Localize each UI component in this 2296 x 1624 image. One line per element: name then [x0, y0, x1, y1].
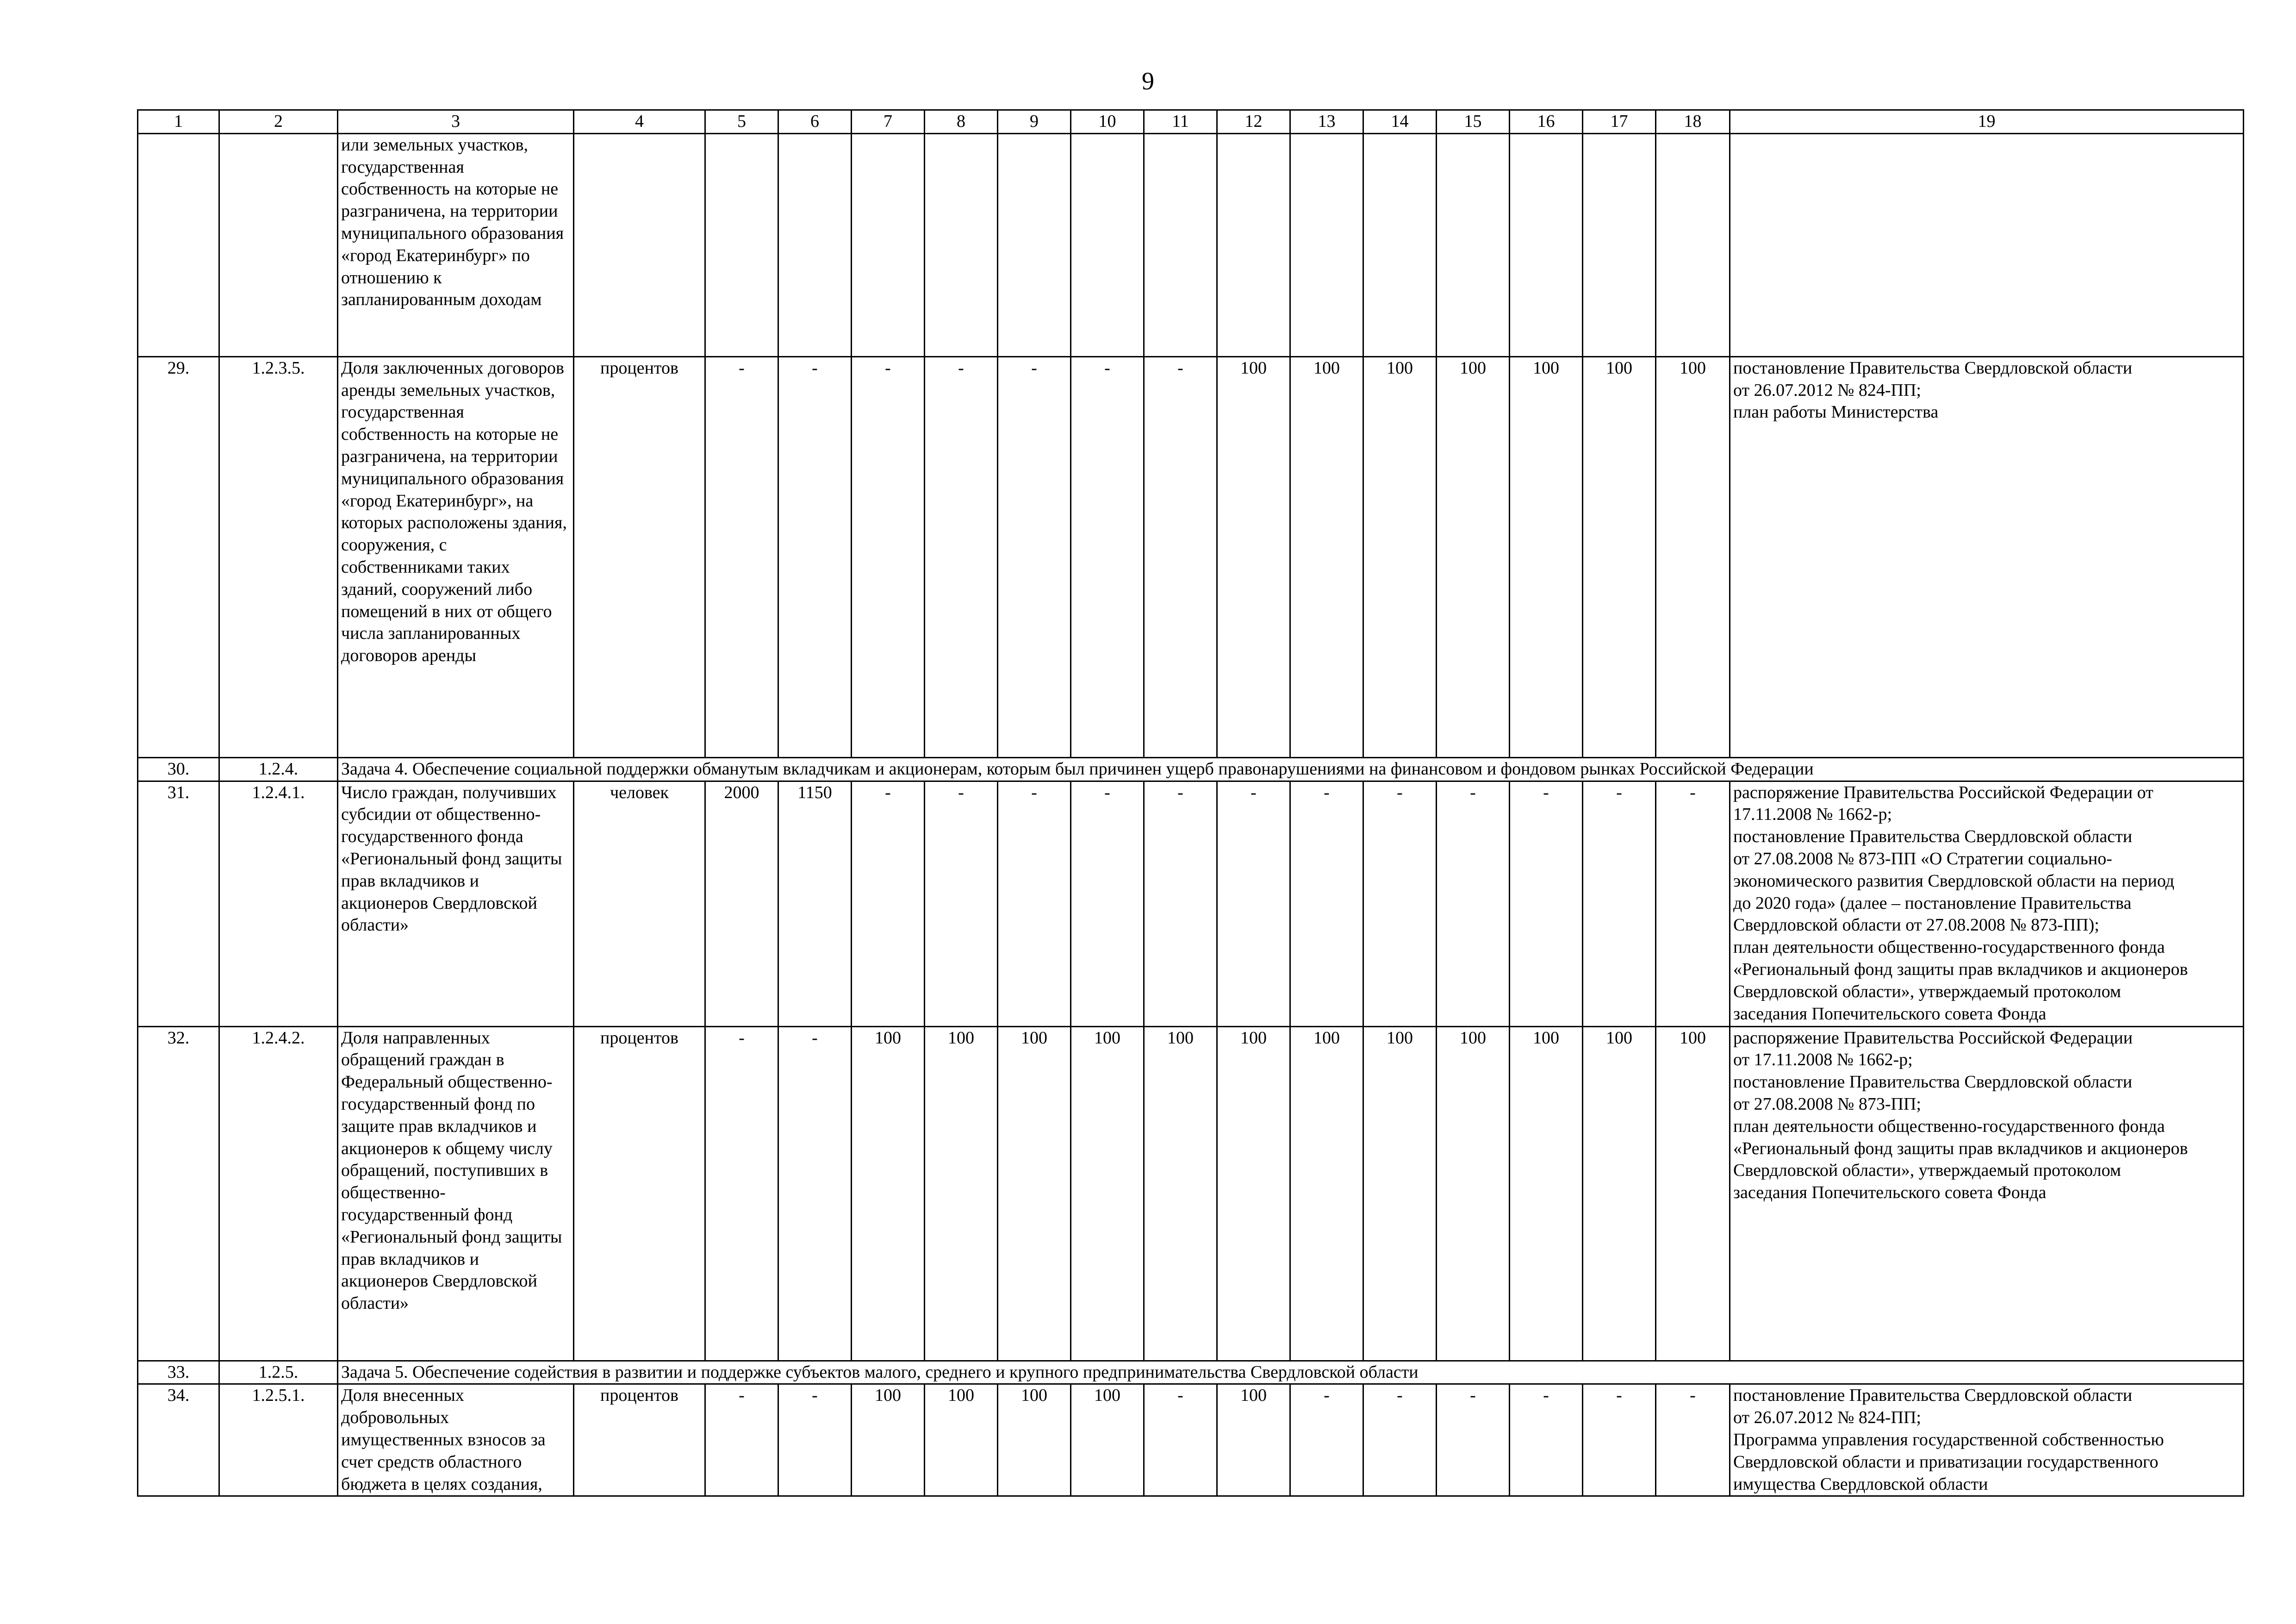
column-header: 1 — [138, 110, 219, 134]
value-cell: 100 — [1217, 1026, 1290, 1361]
row-code: 1.2.5.1. — [219, 1384, 338, 1496]
value-cell: - — [1363, 1384, 1437, 1496]
row-number: 32. — [138, 1026, 219, 1361]
value-cell — [1437, 133, 1510, 356]
value-cell: - — [705, 356, 778, 757]
value-cell: 100 — [852, 1384, 925, 1496]
value-cell: - — [1510, 781, 1583, 1026]
value-cell: 100 — [1510, 1026, 1583, 1361]
value-cell: 100 — [1656, 356, 1730, 757]
value-cell — [1363, 133, 1437, 356]
value-cell: - — [1071, 781, 1144, 1026]
value-cell — [1071, 133, 1144, 356]
value-cell: - — [778, 356, 852, 757]
value-cell: 1150 — [778, 781, 852, 1026]
column-header: 15 — [1437, 110, 1510, 134]
value-cell — [1144, 133, 1217, 356]
column-header: 2 — [219, 110, 338, 134]
value-cell — [1583, 133, 1656, 356]
value-cell — [1217, 133, 1290, 356]
value-cell: - — [1144, 781, 1217, 1026]
page-number: 9 — [1142, 67, 1154, 95]
value-cell: - — [998, 356, 1071, 757]
value-cell — [852, 133, 925, 356]
unit: процентов — [574, 1026, 705, 1361]
value-cell: 100 — [1071, 1026, 1144, 1361]
value-cell: - — [998, 781, 1071, 1026]
value-cell: - — [1583, 781, 1656, 1026]
value-cell: 100 — [1583, 1026, 1656, 1361]
value-cell: - — [1437, 1384, 1510, 1496]
value-cell — [778, 133, 852, 356]
value-cell: - — [1656, 781, 1730, 1026]
value-cell: - — [1144, 1384, 1217, 1496]
unit: процентов — [574, 356, 705, 757]
column-number-row — [138, 110, 2244, 134]
table-row — [138, 1026, 2244, 1361]
column-header: 13 — [1290, 110, 1363, 134]
value-cell: - — [705, 1384, 778, 1496]
value-cell: - — [1583, 1384, 1656, 1496]
row-number: 31. — [138, 781, 219, 1026]
value-cell: 100 — [1583, 356, 1656, 757]
value-cell: - — [852, 781, 925, 1026]
column-header: 16 — [1510, 110, 1583, 134]
column-header: 4 — [574, 110, 705, 134]
value-cell: 100 — [925, 1026, 998, 1361]
basis-cell: распоряжение Правительства Российской Федерации от 17.11.2008 № 1662-р; постановление Правительства Свердловской области от 27.08.2008 № 873-ПП «О Стратегии социально- экономического развития Свердловской области на период до 2020 года» (далее – постановление Правительства Свердловской области от 27.08.2008 № 873-ПП); план деятельности общественно-государственного фонда «Региональный фонд защиты прав вкладчиков и акционеров Свердловской области», утверждаемый протоколом заседания Попечительского совета Фонда — [1730, 781, 2244, 1026]
value-cell — [998, 133, 1071, 356]
unit: процентов — [574, 1384, 705, 1496]
table-row — [138, 356, 2244, 757]
column-header: 9 — [998, 110, 1071, 134]
value-cell: 100 — [1363, 356, 1437, 757]
value-cell: - — [925, 781, 998, 1026]
value-cell: 100 — [1290, 356, 1363, 757]
indicator-name: Доля направленных обращений граждан в Федеральный общественно-государственный фонд по защите прав вкладчиков и акционеров к общему числу обращений, поступивших в общественно-государственный фонд «Региональный фонд защиты прав вкладчиков и акционеров Свердловской области» — [338, 1026, 574, 1361]
unit — [574, 133, 705, 356]
value-cell: - — [1071, 356, 1144, 757]
row-code: 1.2.4. — [219, 757, 338, 781]
column-header: 10 — [1071, 110, 1144, 134]
value-cell: 100 — [998, 1384, 1071, 1496]
row-code: 1.2.4.2. — [219, 1026, 338, 1361]
task-row — [138, 757, 2244, 781]
value-cell: - — [1656, 1384, 1730, 1496]
value-cell: 100 — [998, 1026, 1071, 1361]
value-cell: - — [925, 356, 998, 757]
indicator-name: Доля заключенных договоров аренды земельных участков, государственная собственность на которые не разграничена, на территории муниципального образования «город Екатеринбург», на которых расположены здания, сооружения, с собственниками таких зданий, сооружений либо помещений в них от общего числа запланированных договоров аренды — [338, 356, 574, 757]
basis-cell — [1730, 133, 2244, 356]
value-cell: - — [705, 1026, 778, 1361]
row-number — [138, 133, 219, 356]
column-header: 19 — [1730, 110, 2244, 134]
task-title: Задача 4. Обеспечение социальной поддержки обманутым вкладчикам и акционерам, которым был причинен ущерб правонарушениями на финансовом и фондовом рынках Российской Федерации — [338, 757, 2244, 781]
column-header: 3 — [338, 110, 574, 134]
value-cell: - — [1144, 356, 1217, 757]
value-cell — [1290, 133, 1363, 356]
row-code: 1.2.4.1. — [219, 781, 338, 1026]
row-number: 34. — [138, 1384, 219, 1496]
task-row — [138, 1361, 2244, 1384]
row-number: 30. — [138, 757, 219, 781]
value-cell: 100 — [852, 1026, 925, 1361]
value-cell — [925, 133, 998, 356]
row-code — [219, 133, 338, 356]
basis-cell: постановление Правительства Свердловской области от 26.07.2012 № 824-ПП; Программа управления государственной собственностью Свердловской области и приватизации государственного имущества Свердловской области — [1730, 1384, 2244, 1496]
value-cell: - — [1290, 1384, 1363, 1496]
value-cell: - — [1217, 781, 1290, 1026]
basis-cell: постановление Правительства Свердловской области от 26.07.2012 № 824-ПП; план работы Министерства — [1730, 356, 2244, 757]
column-header: 7 — [852, 110, 925, 134]
value-cell: - — [1510, 1384, 1583, 1496]
value-cell — [705, 133, 778, 356]
value-cell: 100 — [1071, 1384, 1144, 1496]
value-cell: - — [778, 1384, 852, 1496]
row-number: 33. — [138, 1361, 219, 1384]
value-cell: - — [1290, 781, 1363, 1026]
column-header: 18 — [1656, 110, 1730, 134]
task-title: Задача 5. Обеспечение содействия в развитии и поддержке субъектов малого, среднего и крупного предпринимательства Свердловской области — [338, 1361, 2244, 1384]
value-cell — [1510, 133, 1583, 356]
value-cell: 100 — [1510, 356, 1583, 757]
value-cell: 100 — [1144, 1026, 1217, 1361]
column-header: 17 — [1583, 110, 1656, 134]
row-number: 29. — [138, 356, 219, 757]
column-header: 14 — [1363, 110, 1437, 134]
indicators-table — [137, 109, 2244, 1497]
table-row — [138, 781, 2244, 1026]
row-code: 1.2.5. — [219, 1361, 338, 1384]
value-cell: 100 — [1437, 356, 1510, 757]
column-header: 12 — [1217, 110, 1290, 134]
column-header: 5 — [705, 110, 778, 134]
value-cell: - — [852, 356, 925, 757]
value-cell: - — [1437, 781, 1510, 1026]
basis-cell: распоряжение Правительства Российской Федерации от 17.11.2008 № 1662-р; постановление Правительства Свердловской области от 27.08.2008 № 873-ПП; план деятельности общественно-государственного фонда «Региональный фонд защиты прав вкладчиков и акционеров Свердловской области», утверждаемый протоколом заседания Попечительского совета Фонда — [1730, 1026, 2244, 1361]
column-header: 6 — [778, 110, 852, 134]
value-cell — [1656, 133, 1730, 356]
value-cell: 100 — [1363, 1026, 1437, 1361]
value-cell: 100 — [925, 1384, 998, 1496]
value-cell: 100 — [1217, 356, 1290, 757]
table-row — [138, 133, 2244, 356]
value-cell: 100 — [1290, 1026, 1363, 1361]
indicator-name: Доля внесенных добровольных имущественных взносов за счет средств областного бюджета в целях создания, — [338, 1384, 574, 1496]
unit: человек — [574, 781, 705, 1026]
table-row — [138, 1384, 2244, 1496]
value-cell: 100 — [1217, 1384, 1290, 1496]
value-cell: - — [778, 1026, 852, 1361]
value-cell: 100 — [1656, 1026, 1730, 1361]
indicator-name: или земельных участков, государственная собственность на которые не разграничена, на территории муниципального образования «город Екатеринбург» по отношению к запланированным доходам — [338, 133, 574, 356]
value-cell: 2000 — [705, 781, 778, 1026]
value-cell: 100 — [1437, 1026, 1510, 1361]
column-header: 8 — [925, 110, 998, 134]
column-header: 11 — [1144, 110, 1217, 134]
value-cell: - — [1363, 781, 1437, 1026]
indicator-name: Число граждан, получивших субсидии от общественно-государственного фонда «Региональный фонд защиты прав вкладчиков и акционеров Свердловской области» — [338, 781, 574, 1026]
row-code: 1.2.3.5. — [219, 356, 338, 757]
